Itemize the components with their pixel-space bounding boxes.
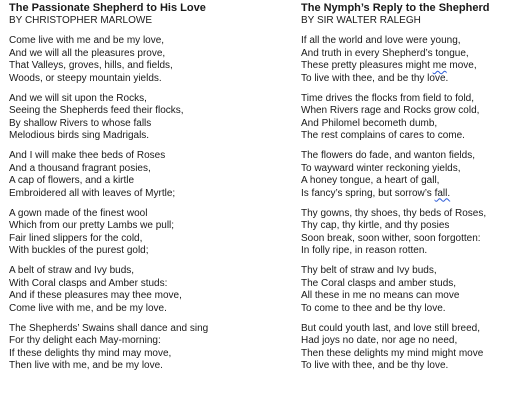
poem-line: But could youth last, and love still breed, — [301, 322, 480, 334]
stanza — [301, 265, 527, 315]
poem-line: The Coral clasps and amber studs, — [301, 277, 457, 289]
poem-line: Woods, or steepy mountain yields. — [9, 72, 162, 84]
poem-line: And Philomel becometh dumb, — [301, 117, 438, 129]
poem-line: Time drives the flocks from field to fold, — [301, 92, 475, 104]
poem-line: And we will all the pleasures prove, — [9, 47, 166, 59]
poem-line: The flowers do fade, and wanton fields, — [301, 150, 475, 161]
stanza — [301, 323, 527, 373]
poem-line: Then live with me, and be my love. — [9, 360, 163, 371]
poem-line: For thy delight each May-morning: — [9, 335, 161, 346]
poem-line: A gown made of the finest wool — [9, 207, 148, 219]
poem-line: The Shepherds’ Swains shall dance and sing — [9, 322, 209, 334]
poem-line: A honey tongue, a heart of gall, — [301, 175, 440, 186]
poem-line: With buckles of the purest gold; — [9, 245, 149, 256]
poem-line: And we will sit upon the Rocks, — [9, 92, 147, 104]
poem-title: The Passionate Shepherd to His Love — [9, 2, 206, 14]
poem-line: Come live with me and be my love, — [9, 35, 165, 46]
stanza — [301, 208, 527, 258]
poem-line: Thy belt of straw and Ivy buds, — [301, 265, 437, 276]
poem-ralegh — [301, 2, 527, 380]
poem-line: Thy gowns, thy shoes, thy beds of Roses, — [301, 207, 487, 219]
stanza — [9, 93, 274, 143]
poem-line: To live with thee, and be thy love. — [301, 360, 449, 371]
poem-line: Embroidered all with leaves of Myrtle; — [9, 187, 176, 199]
stanza — [301, 35, 527, 85]
stanza — [301, 150, 527, 200]
poem-line: And truth in every Shepherd’s tongue, — [301, 47, 469, 59]
poem-line: Soon break, soon wither, soon forgotten: — [301, 232, 481, 244]
poem-title: The Nymph’s Reply to the Shepherd — [301, 2, 490, 14]
poem-line: With Coral clasps and Amber studs: — [9, 277, 168, 289]
poem-marlowe — [9, 2, 274, 380]
poem-line: To wayward winter reckoning yields, — [301, 162, 461, 174]
poem-author: BY SIR WALTER RALEGH — [301, 15, 421, 26]
poem-line: Which from our pretty Lambs we pull; — [9, 220, 175, 231]
poem-line: Melodious birds sing Madrigals. — [9, 130, 150, 141]
poem-line: A cap of flowers, and a kirtle — [9, 175, 135, 186]
poem-line: By shallow Rivers to whose falls — [9, 117, 152, 129]
stanza — [301, 93, 527, 143]
stanza — [9, 265, 274, 315]
stanza — [9, 208, 274, 258]
poem-line: In folly ripe, in reason rotten. — [301, 245, 428, 256]
poem-line: To come to thee and be thy love. — [301, 302, 446, 314]
poem-line: To live with thee, and be thy love. — [301, 72, 449, 84]
poem-line: Then these delights my mind might move — [301, 347, 484, 359]
poem-line: If these delights thy mind may move, — [9, 347, 172, 359]
poem-line: Come live with me, and be my love. — [9, 302, 167, 314]
poem-line: If all the world and love were young, — [301, 35, 461, 46]
poem-line: Fair lined slippers for the cold, — [9, 232, 143, 244]
poem-line: A belt of straw and Ivy buds, — [9, 265, 135, 276]
poem-line: All these in me no means can move — [301, 290, 460, 301]
poem-author: BY CHRISTOPHER MARLOWE — [9, 15, 152, 26]
poem-line: When Rivers rage and Rocks grow cold, — [301, 105, 480, 116]
poem-line: And I will make thee beds of Roses — [9, 150, 166, 161]
poem-line: Had joys no date, nor age no need, — [301, 335, 458, 346]
poem-line: These pretty pleasures might me move, — [301, 60, 477, 71]
poem-line: And if these pleasures may thee move, — [9, 290, 182, 301]
stanza — [9, 323, 274, 373]
stanza — [9, 150, 274, 200]
poem-line: That Valleys, groves, hills, and fields, — [9, 60, 173, 71]
stanza — [9, 35, 274, 85]
poem-line: Seeing the Shepherds feed their flocks, — [9, 105, 184, 116]
poem-line: Thy cap, thy kirtle, and thy posies — [301, 220, 450, 231]
poem-line: Is fancy’s spring, but sorrow’s fall. — [301, 187, 451, 199]
poem-line: And a thousand fragrant posies, — [9, 162, 151, 174]
poem-line: The rest complains of cares to come. — [301, 130, 465, 141]
